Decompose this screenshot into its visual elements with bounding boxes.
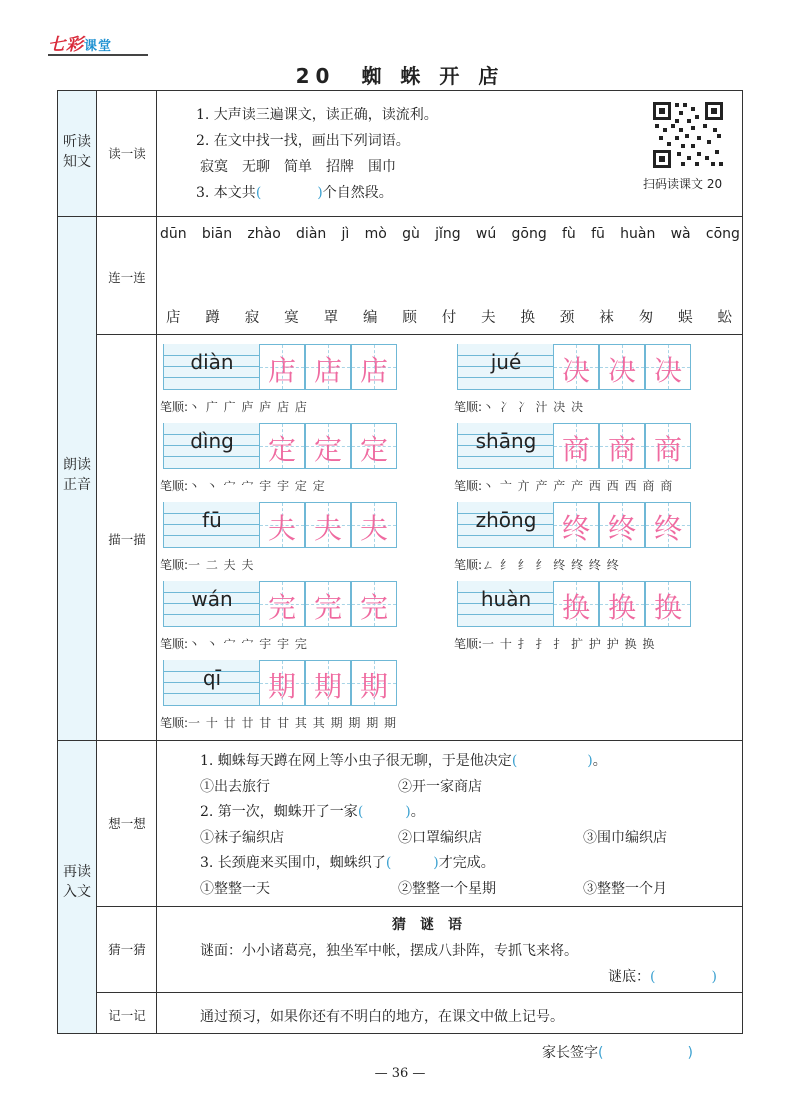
character-cell[interactable]	[645, 581, 691, 627]
pinyin-item[interactable]: fū	[591, 226, 605, 242]
character-cell[interactable]	[553, 502, 599, 548]
read-instruction-3: 3. 本文共( )个自然段。	[196, 185, 393, 201]
stroke-sequence: 丶 冫 冫 汁 决 决	[482, 400, 585, 414]
stroke-label: 笔顺:	[454, 400, 483, 414]
pinyin-text: dìng	[190, 429, 234, 453]
character-cell[interactable]	[599, 581, 645, 627]
pinyin-item[interactable]: dūn	[160, 226, 187, 242]
pinyin-item[interactable]: wú	[475, 226, 497, 242]
stroke-sequence: ㄥ 纟 纟 纟 终 终 终 终	[482, 558, 620, 572]
pinyin-text: huàn	[480, 587, 532, 611]
pinyin-item[interactable]: gōng	[511, 226, 547, 242]
divider	[97, 906, 743, 907]
answer-blank[interactable]: ( )	[357, 804, 411, 820]
character-cell[interactable]	[351, 581, 397, 627]
character-cell[interactable]	[645, 423, 691, 469]
pinyin-box	[457, 581, 553, 627]
q3-option-3[interactable]: ③整整一个月	[583, 881, 667, 897]
trace-character: 期	[359, 670, 388, 703]
tracing-box[interactable]	[163, 344, 397, 390]
read-instruction-2: 2. 在文中找一找，画出下列词语。	[196, 133, 410, 149]
stroke-order	[160, 556, 255, 573]
page-number: — 36 —	[374, 1066, 426, 1081]
stroke-label: 笔顺:	[454, 637, 483, 651]
tracing-box[interactable]	[457, 502, 691, 548]
tracing-box[interactable]	[163, 502, 397, 548]
pinyin-text: fū	[202, 508, 222, 532]
trace-character: 商	[653, 433, 682, 466]
character-cell[interactable]	[259, 660, 305, 706]
pinyin-text: zhōng	[475, 508, 537, 532]
character-cell[interactable]	[645, 502, 691, 548]
qr-code-icon[interactable]	[651, 100, 725, 170]
tracing-box[interactable]	[457, 423, 691, 469]
character-cell[interactable]	[259, 423, 305, 469]
character-cell[interactable]	[599, 423, 645, 469]
pinyin-box	[163, 423, 259, 469]
q2-option-2[interactable]: ②口罩编织店	[398, 830, 482, 846]
section-label-2: 朗读正音	[63, 457, 91, 493]
pinyin-text: jué	[490, 350, 522, 374]
riddle-heading: 猜 谜 语	[392, 917, 462, 933]
trace-character: 期	[267, 670, 296, 703]
trace-character: 店	[313, 354, 342, 387]
trace-character: 决	[607, 354, 636, 387]
section-label-1: 听读知文	[63, 134, 91, 170]
character-item[interactable]: 蜈	[678, 310, 693, 326]
trace-character: 完	[313, 591, 342, 624]
divider	[97, 334, 743, 335]
answer-blank[interactable]: ( )	[650, 969, 717, 985]
stroke-order	[454, 477, 673, 494]
character-cell[interactable]	[351, 660, 397, 706]
tracing-box[interactable]	[163, 581, 397, 627]
sub-label-guess: 猜一猜	[108, 942, 146, 957]
trace-character: 定	[313, 433, 342, 466]
pinyin-text: qī	[202, 666, 222, 690]
trace-character: 终	[653, 512, 682, 545]
tracing-box[interactable]	[457, 344, 691, 390]
pinyin-box	[457, 502, 553, 548]
character-item[interactable]: 夫	[481, 310, 496, 326]
trace-character: 定	[359, 433, 388, 466]
q3-option-2[interactable]: ②整整一个星期	[398, 881, 496, 897]
q1-option-1[interactable]: ①出去旅行	[200, 779, 270, 795]
character-cell[interactable]	[553, 423, 599, 469]
character-item[interactable]: 寂	[244, 310, 260, 326]
character-cell[interactable]	[305, 344, 351, 390]
character-cell[interactable]	[351, 344, 397, 390]
trace-character: 商	[607, 433, 636, 466]
riddle-text: 谜面：小小诸葛亮，独坐军中帐，摆成八卦阵，专抓飞来将。	[200, 943, 578, 959]
stroke-sequence: 一 十 廿 廿 甘 甘 其 其 期 期 期 期	[188, 716, 398, 730]
question-2: 2. 第一次，蜘蛛开了一家( )。	[200, 804, 425, 820]
pinyin-item[interactable]: jì	[341, 226, 350, 242]
divider	[57, 216, 743, 217]
riddle-answer: 谜底：( )	[608, 969, 717, 985]
character-item[interactable]: 匆	[638, 310, 654, 326]
stroke-sequence: 丶 广 广 庐 庐 店 店	[188, 400, 308, 414]
sub-label-trace: 描一描	[108, 532, 146, 547]
stroke-label: 笔顺:	[160, 479, 189, 493]
question-1: 1. 蜘蛛每天蹲在网上等小虫子很无聊，于是他决定( )。	[200, 753, 607, 769]
stroke-label: 笔顺:	[454, 479, 483, 493]
trace-character: 期	[313, 670, 342, 703]
pinyin-item[interactable]: wà	[670, 226, 691, 242]
stroke-sequence: 一 二 夫 夫	[188, 558, 255, 572]
section-label-3: 再读入文	[63, 864, 91, 900]
pinyin-text: wán	[191, 587, 233, 611]
stroke-sequence: 丶 丶 宀 宀 宇 宇 定 定	[188, 479, 326, 493]
sub-label-read: 读一读	[108, 146, 146, 161]
trace-character: 夫	[359, 512, 388, 545]
pinyin-box	[163, 660, 259, 706]
character-item[interactable]: 换	[520, 310, 536, 326]
stroke-sequence: 丶 亠 亣 产 产 产 西 西 西 商 商	[482, 479, 674, 493]
pinyin-item[interactable]: diàn	[296, 226, 327, 242]
stroke-label: 笔顺:	[160, 637, 189, 651]
answer-blank[interactable]: ( )	[385, 855, 439, 871]
pinyin-box	[457, 423, 553, 469]
pinyin-item[interactable]: biān	[201, 226, 233, 242]
character-cell[interactable]	[553, 581, 599, 627]
read-word-list: 寂寞 无聊 简单 招牌 围巾	[200, 159, 396, 175]
stroke-order	[160, 635, 308, 652]
stroke-order	[454, 556, 620, 573]
sub-label-note: 记一记	[108, 1008, 146, 1023]
answer-blank[interactable]: ( )	[255, 185, 323, 201]
trace-character: 完	[267, 591, 296, 624]
pinyin-box	[457, 344, 553, 390]
stroke-order	[160, 714, 397, 731]
answer-blank[interactable]: ( )	[511, 753, 593, 769]
pinyin-box	[163, 581, 259, 627]
brand-logo: 七彩课堂	[48, 35, 113, 55]
stroke-label: 笔顺:	[160, 558, 189, 572]
character-cell[interactable]	[259, 344, 305, 390]
character-cell[interactable]	[553, 344, 599, 390]
trace-character: 夫	[267, 512, 296, 545]
pinyin-item[interactable]: gù	[402, 226, 420, 242]
pinyin-box	[163, 344, 259, 390]
pinyin-item[interactable]: cōng	[705, 226, 740, 242]
character-item[interactable]: 顾	[402, 310, 417, 326]
pinyin-text: diàn	[190, 350, 234, 374]
trace-character: 夫	[313, 512, 342, 545]
tracing-box[interactable]	[163, 423, 397, 469]
pinyin-item[interactable]: jǐng	[435, 226, 461, 242]
sub-label-think: 想一想	[108, 816, 146, 831]
pinyin-box	[163, 502, 259, 548]
character-cell[interactable]	[599, 344, 645, 390]
trace-character: 决	[561, 354, 590, 387]
trace-character: 换	[561, 591, 590, 624]
note-text: 通过预习，如果你还有不明白的地方，在课文中做上记号。	[200, 1009, 564, 1025]
sub-label-connect: 连一连	[108, 270, 146, 285]
trace-character: 商	[561, 433, 590, 466]
character-cell[interactable]	[351, 423, 397, 469]
pinyin-item[interactable]: fù	[561, 226, 576, 242]
trace-character: 店	[267, 354, 296, 387]
pinyin-item[interactable]: huàn	[620, 226, 656, 242]
tracing-box[interactable]	[457, 581, 691, 627]
trace-character: 换	[653, 591, 682, 624]
trace-character: 店	[359, 354, 388, 387]
character-cell[interactable]	[599, 502, 645, 548]
character-cell[interactable]	[305, 581, 351, 627]
character-cell[interactable]	[645, 344, 691, 390]
pinyin-item[interactable]: mò	[364, 226, 387, 242]
trace-character: 换	[607, 591, 636, 624]
trace-character: 决	[653, 354, 682, 387]
character-item[interactable]: 蚣	[717, 310, 732, 326]
pinyin-list	[160, 226, 740, 242]
trace-character: 定	[267, 433, 296, 466]
read-instruction-1: 1. 大声读三遍课文，读正确，读流利。	[196, 107, 438, 123]
character-item[interactable]: 罩	[323, 310, 339, 326]
divider	[57, 740, 743, 741]
stroke-label: 笔顺:	[454, 558, 483, 572]
question-3: 3. 长颈鹿来买围巾，蜘蛛织了( )才完成。	[200, 855, 495, 871]
q3-option-1[interactable]: ①整整一天	[200, 881, 270, 897]
character-item[interactable]: 颈	[559, 310, 575, 326]
stroke-order	[454, 635, 655, 652]
character-item[interactable]: 袜	[599, 310, 614, 326]
trace-character: 终	[607, 512, 636, 545]
q2-option-3[interactable]: ③围巾编织店	[583, 830, 667, 846]
qr-caption: 扫码读课文 20	[643, 177, 723, 191]
stroke-order	[454, 398, 584, 415]
tracing-box[interactable]	[163, 660, 397, 706]
character-cell[interactable]	[259, 502, 305, 548]
parent-signature: 家长签字( )	[542, 1045, 693, 1061]
stroke-label: 笔顺:	[160, 400, 189, 414]
page-title: 20 蜘 蛛 开 店	[295, 64, 505, 88]
character-item[interactable]: 蹲	[205, 310, 220, 326]
character-item[interactable]: 编	[362, 310, 378, 326]
character-cell[interactable]	[305, 660, 351, 706]
character-item[interactable]: 付	[441, 310, 457, 326]
stroke-order	[160, 398, 308, 415]
stroke-sequence: 丶 丶 宀 宀 宇 宇 完	[188, 637, 308, 651]
pinyin-text: shāng	[475, 429, 537, 453]
trace-character: 终	[561, 512, 590, 545]
trace-character: 完	[359, 591, 388, 624]
q1-option-2[interactable]: ②开一家商店	[398, 779, 482, 795]
q2-option-1[interactable]: ①袜子编织店	[200, 830, 284, 846]
character-cell[interactable]	[351, 502, 397, 548]
stroke-order	[160, 477, 326, 494]
brand-underline	[48, 54, 148, 56]
divider	[97, 992, 743, 993]
character-cell[interactable]	[305, 502, 351, 548]
character-item[interactable]: 店	[166, 310, 181, 326]
character-list	[166, 306, 732, 327]
character-item[interactable]: 寞	[284, 310, 299, 326]
signature-blank[interactable]: ( )	[598, 1045, 693, 1061]
character-cell[interactable]	[259, 581, 305, 627]
stroke-sequence: 一 十 扌 扌 扌 扩 护 护 换 换	[482, 637, 656, 651]
character-cell[interactable]	[305, 423, 351, 469]
stroke-label: 笔顺:	[160, 716, 189, 730]
pinyin-item[interactable]: zhào	[247, 226, 281, 242]
